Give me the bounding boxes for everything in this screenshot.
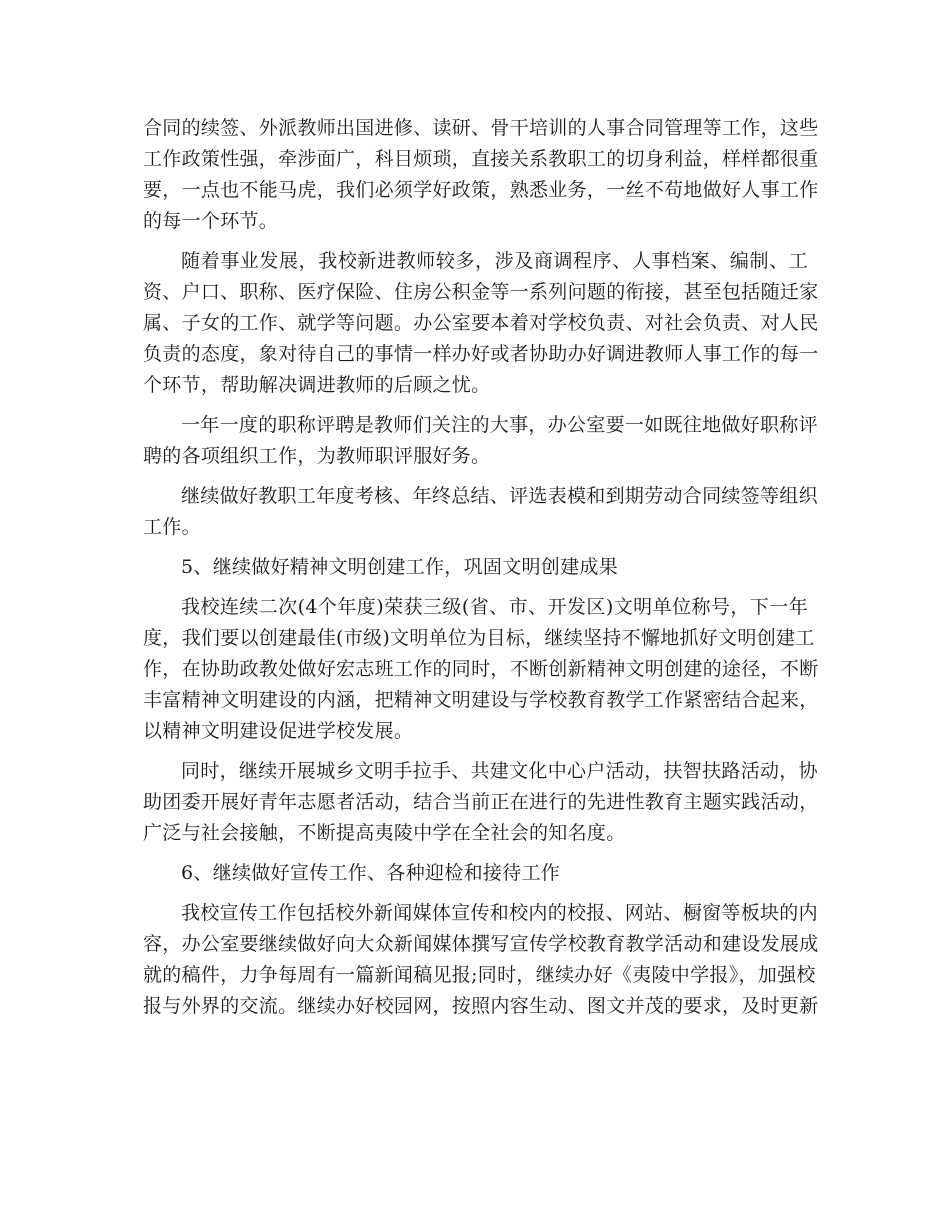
text-line: 聘的各项组织工作，为教师职评服好务。	[143, 445, 491, 467]
section-heading: 5、继续做好精神文明创建工作，巩固文明创建成果	[181, 556, 618, 578]
text-line: 属、子女的工作、就学等问题。办公室要本着对学校负责、对社会负责、对人民	[143, 312, 819, 334]
text-line: 我校宣传工作包括校外新闻媒体宣传和校内的校报、网站、橱窗等板块的内	[181, 902, 818, 924]
text-line: 一年一度的职称评聘是教师们关注的大事，办公室要一如既往地做好职称评	[181, 414, 818, 436]
text-line: 丰富精神文明建设的内涵，把精神文明建设与学校教育教学工作紧密结合起来，	[143, 689, 819, 711]
text-line: 继续做好教职工年度考核、年终总结、评选表模和到期劳动合同续签等组织	[181, 485, 818, 507]
text-line: 个环节，帮助解决调进教师的后顾之忧。	[143, 374, 491, 396]
text-line: 负责的态度，象对待自己的事情一样办好或者协助办好调进教师人事工作的每一	[143, 343, 819, 365]
text-line: 要，一点也不能马虎，我们必须学好政策，熟悉业务，一丝不苟地做好人事工作	[143, 179, 819, 201]
section-heading: 6、继续做好宣传工作、各种迎检和接待工作	[181, 862, 561, 884]
text-line: 的每一个环节。	[143, 210, 279, 232]
text-line: 以精神文明建设促进学校发展。	[143, 720, 414, 742]
text-line: 随着事业发展，我校新进教师较多，涉及商调程序、人事档案、编制、工	[181, 250, 808, 272]
text-line: 合同的续签、外派教师出国进修、读研、骨干培训的人事合同管理等工作，这些	[143, 117, 819, 139]
text-line: 广泛与社会接触，不断提高夷陵中学在全社会的知名度。	[143, 822, 626, 844]
text-line: 就的稿件，力争每周有一篇新闻稿见报;同时，继续办好《夷陵中学报》，加强校	[143, 964, 816, 986]
text-line: 容，办公室要继续做好向大众新闻媒体撰写宣传学校教育教学活动和建设发展成	[143, 933, 819, 955]
text-line: 助团委开展好青年志愿者活动，结合当前正在进行的先进性教育主题实践活动，	[143, 791, 819, 813]
text-line: 我校连续二次(4个年度)荣获三级(省、市、开发区)文明单位称号，下一年	[181, 596, 808, 618]
text-line: 度，我们要以创建最佳(市级)文明单位为目标，继续坚持不懈地抓好文明创建工	[143, 627, 815, 649]
text-line: 同时，继续开展城乡文明手拉手、共建文化中心户活动，扶智扶路活动，协	[181, 760, 818, 782]
text-line: 工作政策性强，牵涉面广，科目烦琐，直接关系教职工的切身利益，样样都很重	[143, 148, 819, 170]
text-line: 报与外界的交流。继续办好校园网，按照内容生动、图文并茂的要求，及时更新	[143, 995, 819, 1017]
text-line: 工作。	[143, 516, 201, 538]
text-line: 作，在协助政教处做好宏志班工作的同时，不断创新精神文明创建的途径，不断	[143, 658, 819, 680]
document-page	[143, 113, 819, 1022]
text-line: 资、户口、职称、医疗保险、住房公积金等一系列问题的衔接，甚至包括随迁家	[143, 281, 819, 303]
